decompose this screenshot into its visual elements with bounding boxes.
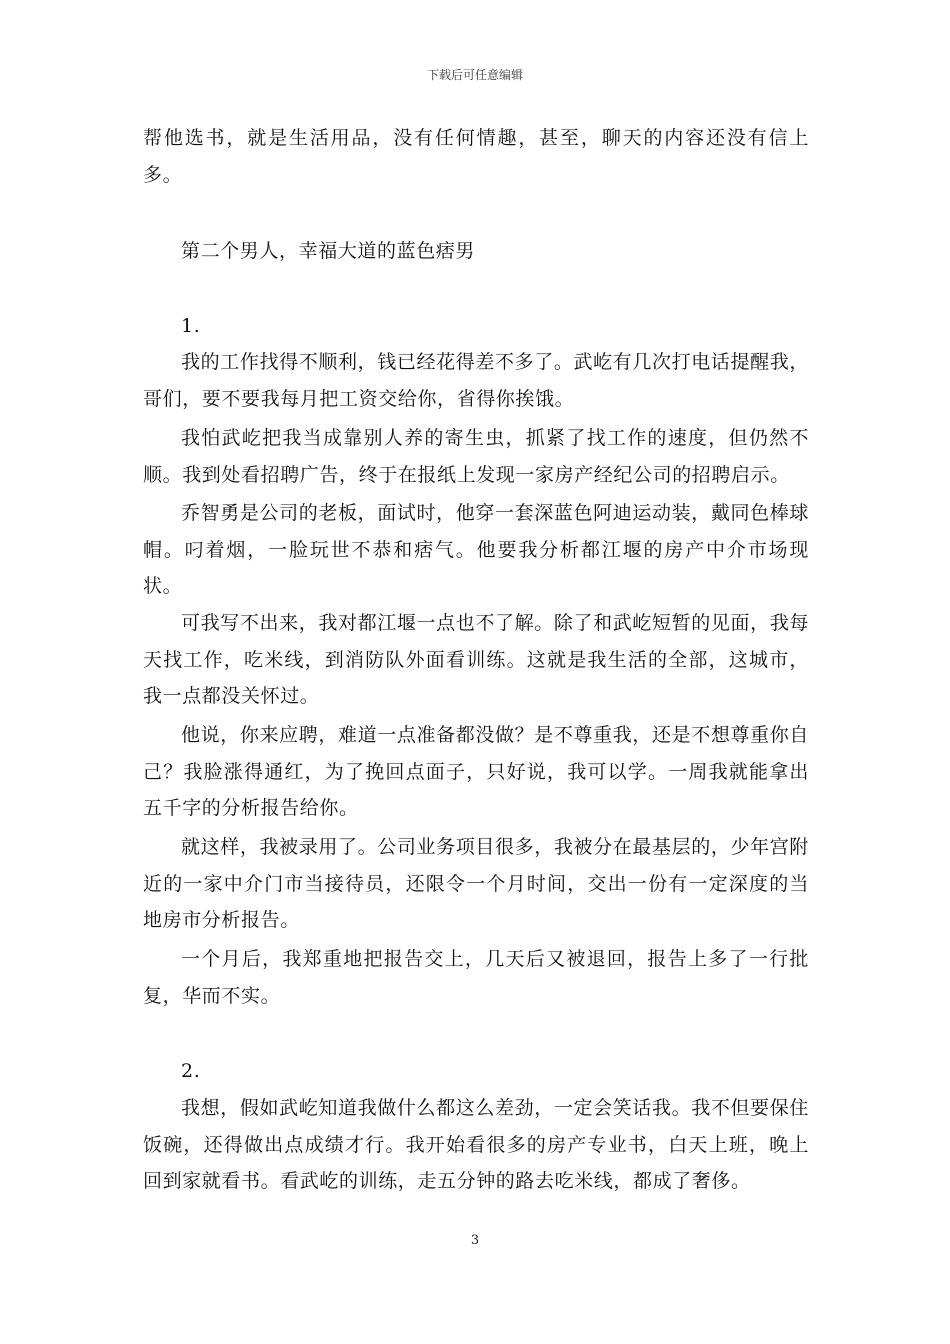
paragraph: 我的工作找得不顺利，钱已经花得差不多了。武屹有几次打电话提醒我，哥们，要不要我每月把工资交给你，省得你挨饿。	[143, 351, 809, 410]
paragraph: 乔智勇是公司的老板，面试时，他穿一套深蓝色阿迪运动装，戴同色棒球帽。叼着烟，一脸玩世不恭和痞气。他要我分析都江堰的房产中介市场现状。	[143, 502, 809, 597]
section-heading: 第二个男人，幸福大道的蓝色痞男	[181, 240, 476, 262]
paragraph: 一个月后，我郑重地把报告交上，几天后又被退回，报告上多了一行批复，华而不实。	[143, 948, 809, 1007]
paragraph: 他说，你来应聘，难道一点准备都没做？是不尊重我，还是不想尊重你自己？我脸涨得通红，为了挽回点面子，只好说，我可以学。一周我就能拿出五千字的分析报告给你。	[143, 724, 809, 819]
paragraph: 就这样，我被录用了。公司业务项目很多，我被分在最基层的，少年宫附近的一家中介门市当接待员，还限令一个月时间，交出一份有一定深度的当地房市分析报告。	[143, 836, 809, 931]
paragraph-continuation: 帮他选书，就是生活用品，没有任何情趣，甚至，聊天的内容还没有信上多。	[143, 127, 809, 186]
section-number-2: 2.	[181, 1060, 201, 1082]
paragraph: 我怕武屹把我当成靠别人养的寄生虫，抓紧了找工作的速度，但仍然不顺。我到处看招聘广告，终于在报纸上发现一家房产经纪公司的招聘启示。	[143, 427, 809, 486]
paragraph: 我想，假如武屹知道我做什么都这么差劲，一定会笑话我。我不但要保住饭碗，还得做出点成绩才行。我开始看很多的房产专业书，白天上班，晚上回到家就看书。看武屹的训练，走五分钟的路去吃米线，都成了奢侈。	[143, 1097, 809, 1192]
page-number: 3	[470, 1233, 480, 1248]
page-header: 下载后可任意编辑	[426, 68, 523, 82]
paragraph: 可我写不出来，我对都江堰一点也不了解。除了和武屹短暂的见面，我每天找工作，吃米线，到消防队外面看训练。这就是我生活的全部，这城市，我一点都没关怀过。	[143, 612, 809, 707]
section-number-1: 1.	[181, 315, 201, 337]
